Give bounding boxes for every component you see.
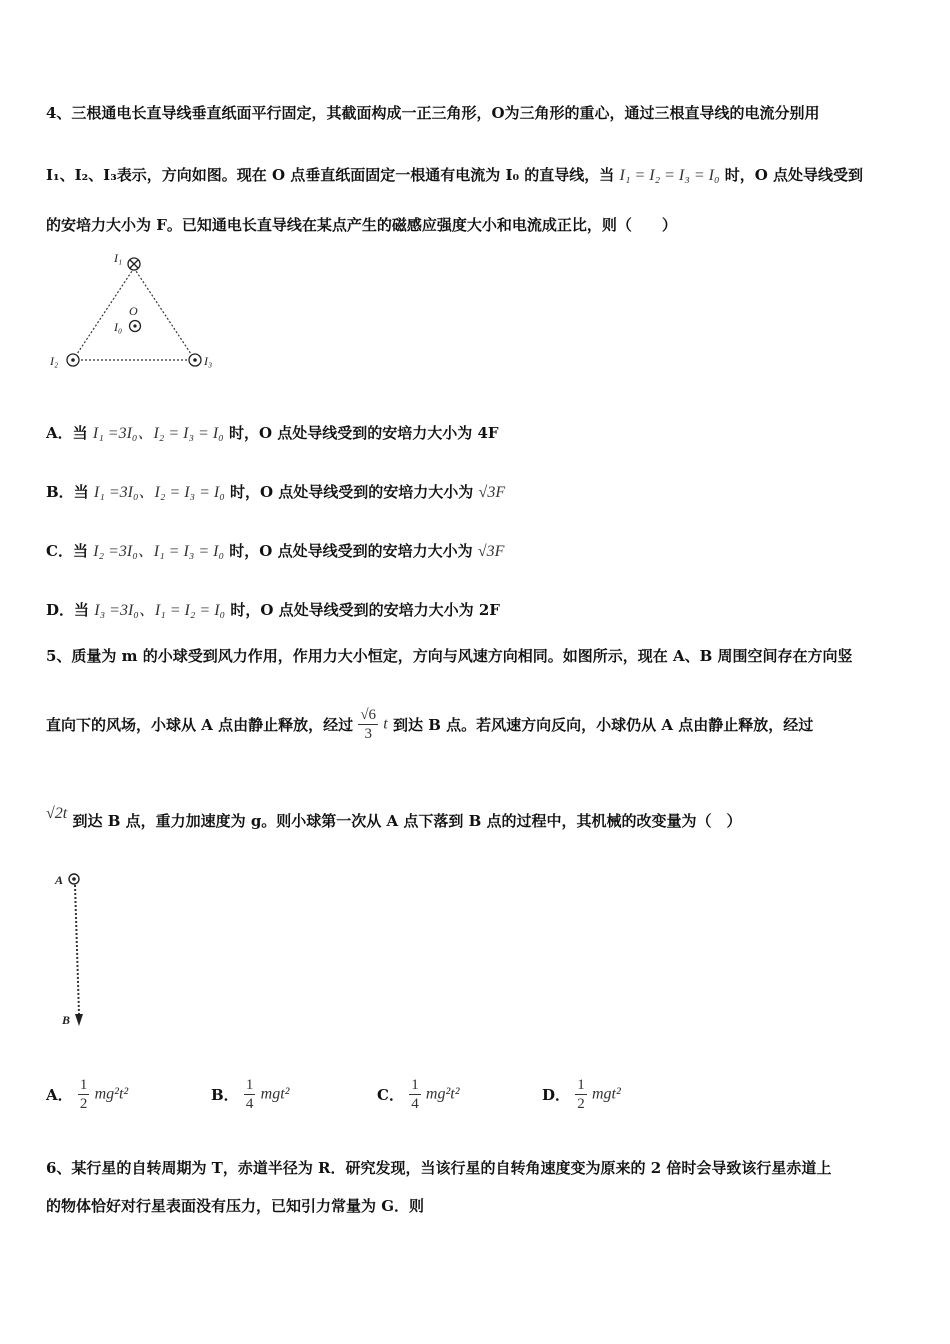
q5-stem-line2-text: 直向下的风场，小球从 A 点由静止释放，经过 (46, 716, 354, 734)
q5-option-a[interactable] (46, 1076, 128, 1113)
q5-time-t: t (383, 715, 388, 733)
q5-option-c-den: 4 (411, 1096, 419, 1112)
q5-stem-line3-text: 到达 B 点，重力加速度为 g。则小球第一次从 A 点下落到 B 点的过程中，其机械的改变量为（ ） (72, 812, 742, 830)
q4-stem-line2-text: I₁、I₂、I₃表示，方向如图。现在 O 点垂直纸面固定一根通有电流为 I₀ 的直导线，当 (46, 166, 615, 184)
q5-option-d-label: D． (542, 1086, 571, 1104)
label-i0: I₀ (114, 320, 123, 334)
q5-option-b[interactable] (211, 1076, 289, 1113)
wire-i1-into-page-icon (128, 258, 140, 270)
q4-stem-line3: 的安培力大小为 F。已知通电长直导线在某点产生的磁感应强度大小和电流成正比，则（ ） (46, 216, 677, 234)
q4-option-a[interactable] (46, 420, 499, 443)
point-a-marker-icon (69, 874, 79, 884)
q5-time-fraction-den: 3 (364, 726, 372, 742)
fall-path-dashed (75, 885, 79, 1014)
q5-option-a-den: 2 (79, 1096, 88, 1112)
wire-i0-out-of-page-icon (130, 321, 141, 332)
q5-option-a-fraction (78, 1076, 90, 1113)
q5-option-d-fraction (575, 1076, 587, 1113)
q5-fall-figure (50, 868, 110, 1032)
q5-option-c-expr: mg²t² (425, 1085, 460, 1103)
q6-stem-line1: 6、某行星的自转周期为 T，赤道半径为 R．研究发现，当该行星的自转角速度变为原来的 2 倍时会导致该行星赤道上 (46, 1159, 832, 1177)
q5-stem-line2 (46, 706, 813, 743)
triangle-edge-right (134, 268, 195, 360)
q5-time-fraction (358, 706, 378, 743)
q4-option-c-answer: √3F (477, 543, 505, 560)
wire-i3-out-of-page-icon (189, 354, 201, 366)
q5-option-a-num: 1 (79, 1077, 88, 1093)
q4-stem-line2-end: 时，O 点处导线受到 (724, 166, 864, 184)
q6-stem-line2: 的物体恰好对行星表面没有压力，已知引力常量为 G．则 (46, 1197, 425, 1215)
q4-option-d-prefix: D．当 (46, 601, 90, 619)
label-i1: I₁ (114, 251, 123, 265)
arrow-head-down-icon (75, 1014, 83, 1026)
q5-time-fraction-num: √6 (360, 707, 377, 723)
q5-stem-line3 (46, 805, 742, 831)
q5-option-a-label: A． (46, 1086, 73, 1104)
q4-option-d-formula: I₃ =3I₀、I₁ = I₂ = I₀ (94, 602, 226, 619)
q5-option-c-num: 1 (411, 1077, 419, 1093)
q4-condition-formula: I₁ = I₂ = I₃ = I₀ (619, 167, 720, 184)
q4-option-a-formula: I₁ =3I₀、I₂ = I₃ = I₀ (92, 425, 224, 442)
q4-option-a-text: 时，O 点处导线受到的安培力大小为 4F (228, 424, 499, 442)
q5-option-d[interactable] (542, 1076, 621, 1113)
q5-option-c-label: C． (377, 1086, 404, 1104)
label-i2: I₂ (50, 354, 59, 368)
q4-option-a-prefix: A．当 (46, 424, 88, 442)
label-o: O (129, 304, 138, 318)
q5-option-b-expr: mgt² (260, 1085, 290, 1103)
q5-option-a-expr: mg²t² (94, 1085, 129, 1103)
q5-stem-line2-end: 到达 B 点。若风速方向反向，小球仍从 A 点由静止释放，经过 (392, 716, 814, 734)
q5-option-b-fraction (244, 1076, 256, 1113)
q4-option-b-formula: I₁ =3I₀、I₂ = I₃ = I₀ (93, 484, 225, 501)
q4-option-b-text: 时，O 点处导线受到的安培力大小为 (230, 483, 474, 501)
q4-stem-line1: 4、三根通电长直导线垂直纸面平行固定，其截面构成一正三角形，O为三角形的重心，通过三根直导线的电流分别用 (46, 104, 820, 122)
q5-stem-line1: 5、质量为 m 的小球受到风力作用，作用力大小恒定，方向与风速方向相同。如图所示，现在 A、B 周围空间存在方向竖 (46, 647, 853, 665)
q5-option-d-num: 1 (577, 1077, 585, 1093)
q4-option-b-answer: √3F (478, 484, 506, 501)
q5-option-b-den: 4 (245, 1096, 254, 1112)
label-point-b: B (62, 1013, 71, 1027)
q4-option-c-text: 时，O 点处导线受到的安培力大小为 (229, 542, 473, 560)
q4-option-c-formula: I₂ =3I₀、I₁ = I₃ = I₀ (93, 543, 225, 560)
triangle-edge-left (73, 268, 134, 360)
q4-option-b-prefix: B．当 (46, 483, 89, 501)
q4-option-d[interactable] (46, 597, 500, 620)
wire-i2-out-of-page-icon (67, 354, 79, 366)
q4-option-d-text: 时，O 点处导线受到的安培力大小为 2F (230, 601, 500, 619)
label-i3: I₃ (204, 354, 213, 368)
q5-option-c-fraction (409, 1076, 421, 1113)
q4-option-b[interactable] (46, 479, 505, 502)
q5-option-d-expr: mgt² (591, 1085, 621, 1103)
q4-stem-line2 (46, 164, 863, 185)
q5-option-d-den: 2 (577, 1096, 585, 1112)
q5-option-b-num: 1 (245, 1077, 254, 1093)
q5-time-root2t: √2t (46, 805, 68, 822)
q5-option-c[interactable] (377, 1076, 460, 1113)
q5-option-b-label: B． (211, 1086, 239, 1104)
label-point-a: A (55, 873, 64, 887)
q4-option-c-prefix: C．当 (46, 542, 88, 560)
q4-triangle-figure (46, 248, 236, 380)
q4-option-c[interactable] (46, 538, 504, 561)
